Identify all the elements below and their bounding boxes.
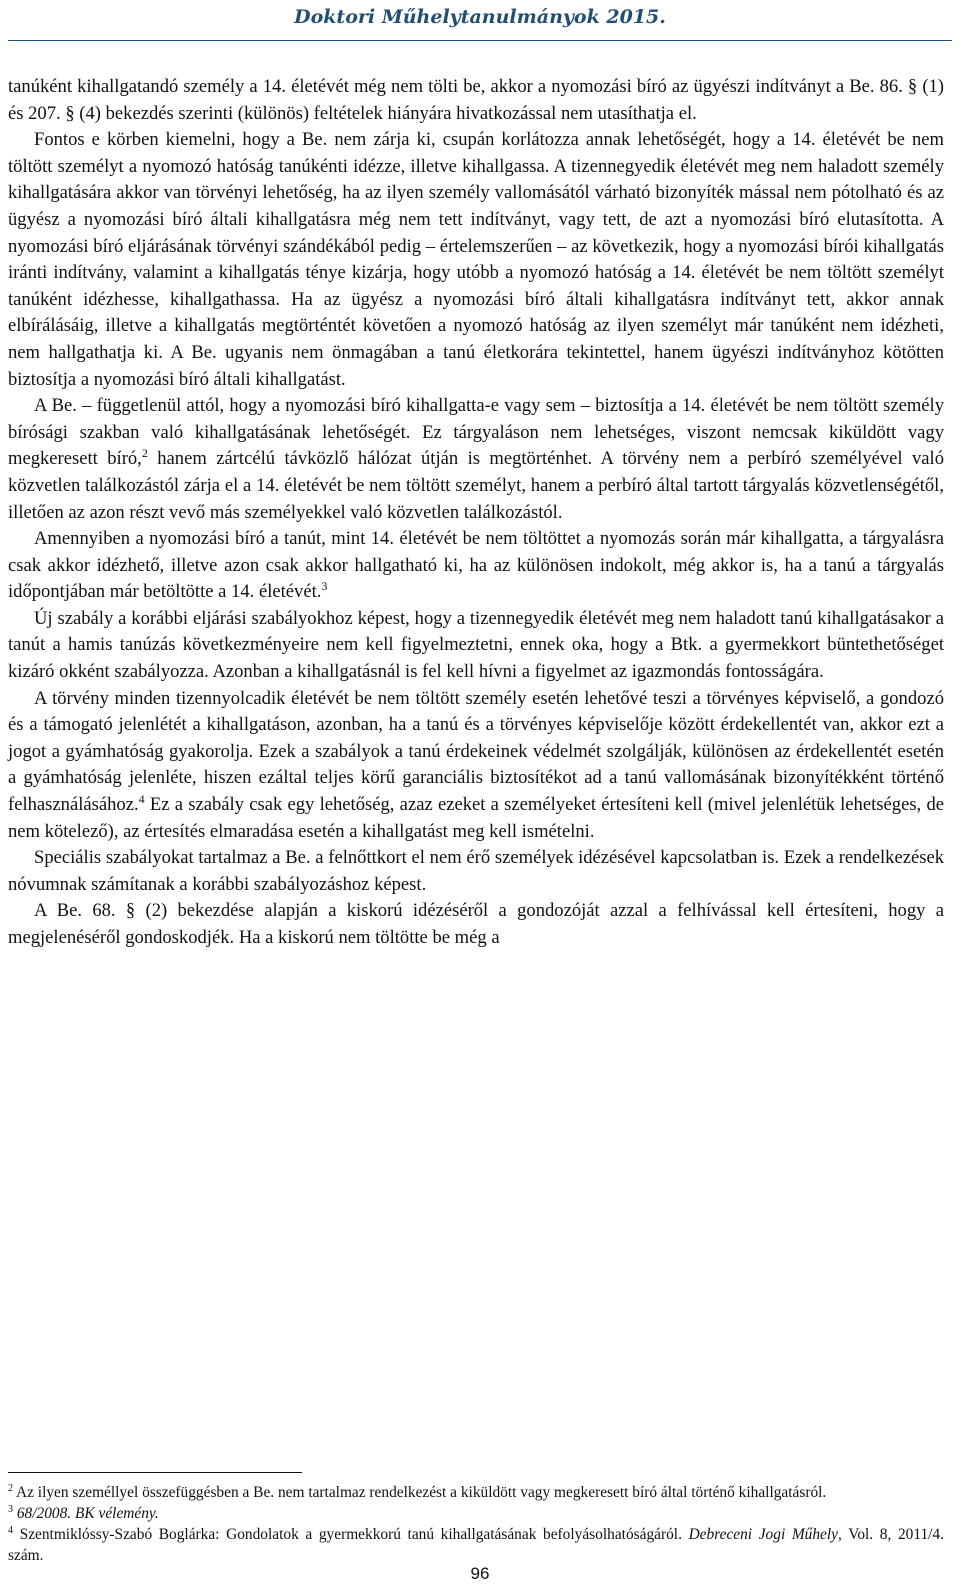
footnote-ref[interactable]: 4 — [138, 791, 145, 806]
footnotes — [8, 1482, 944, 1566]
paragraph: Amennyiben a nyomozási bíró a tanút, mint 14. életévét be nem töltöttet a nyomozás során már kihallgatta, a tárgyalásra csak akkor idézhető, illetve azon csak akkor hallgatható ki, ha az különösen indokolt, még akkor is, ha a tanú a tárgyalás időpontjában már betöltötte a 14. életévét.$^3$ — [8, 528, 944, 603]
footnote-number: 3 — [8, 1503, 13, 1515]
page-number: 96 — [470, 1564, 490, 1583]
running-header: Doktori Műhelytanulmányok 2015. — [294, 6, 666, 28]
footnote-ref[interactable]: 3 — [321, 579, 328, 594]
paragraph: A Be. 68. § (2) bekezdése alapján a kiskorú idézéséről a gondozóját azzal a felhívással kell értesíteni, hogy a megjelenéséről gondoskodjék. Ha a kiskorú nem töltötte be még a — [8, 900, 944, 948]
footnote: $^4$ Szentmiklóssy-Szabó Boglárka: Gondolatok a gyermekkorú tanú kihallgatásának befolyásolhatóságáról. Debreceni Jogi Műhely, Vol. 8, 2011/4. szám. — [8, 1524, 944, 1564]
paragraph: Fontos e körben kiemelni, hogy a Be. nem zárja ki, csupán korlátozza annak lehetőségét, hogy a 14. életévét be nem töltött személyt a nyomozó hatóság tanúkénti idézze, illetve kihallgassa. A tizennegyedik életévét meg nem haladott személy kihallgatására akkor van törvényi lehetőség, ha az ilyen személy vallomásától várható bizonyíték mással nem pótolható és az ügyész a nyomozási bíró általi kihallgatásra még nem tett indítványt, vagy tett, de azt a nyomozási bíró elutasította. A nyomozási bíró eljárásának törvényi szándékából pedig – értelemszerűen – az következik, hogy a nyomozási bírói kihallgatás iránti indítvány, valamint a kihallgatás ténye kizárja, hogy utóbb a nyomozó hatóság a 14. életévét be nem töltött személyt tanúként idézhesse, kihallgathassa. Ha az ügyész a nyomozási bíró általi kihallgatásra indítványt tett, akkor annak elbírálásáig, illetve a kihallgatás megtörténtét követően a nyomozó hatóság az ilyen személyt már tanúként nem idézheti, nem hallgathatja ki. A Be. ugyanis nem önmagában a tanú életkorára tekintettel, hanem ügyészi indítványhoz kötötten biztosítja a nyomozási bíró általi kihallgatást. — [8, 129, 944, 390]
footnote: $^3$ 68/2008. BK vélemény. — [8, 1503, 159, 1522]
body-text — [8, 74, 944, 952]
paragraph: A Be. – függetlenül attól, hogy a nyomozási bíró kihallgatta-e vagy sem – biztosítja a 14. életévét be nem töltött személy bírósági szakban való kihallgatásának lehetőségét. Ez tárgyaláson nem lehetséges, viszont nemcsak kiküldött vagy megkeresett bíró,$^2$ hanem zártcélú távközlő hálózat útján is megtörténhet. A törvény nem a perbíró személyével való közvetlen találkozástól zárja el a 14. életévét be nem töltött személyt, hanem a perbíró által tartott tárgyalás közvetlenségétől, illetően az azon részt vevő más személyekkel való közvetlen találkozástól. — [8, 395, 945, 523]
paragraph: Speciális szabályokat tartalmaz a Be. a felnőttkort el nem érő személyek idézésével kapcsolatban is. Ezek a rendelkezések nóvumnak számítanak a korábbi szabályozáshoz képest. — [8, 847, 944, 895]
footnote-number: 2 — [8, 1482, 13, 1494]
journal-title: Debreceni Jogi Műhely — [688, 1526, 838, 1543]
footnote: $^2$ Az ilyen személlyel összefüggésben a Be. nem tartalmaz rendelkezést a kiküldött vagy megkeresett bíró által történő kihallgatásról. — [8, 1482, 827, 1501]
paragraph: tanúként kihallgatandó személy a 14. életévét még nem tölti be, akkor a nyomozási bíró az ügyészi indítványt a Be. 86. § (1) és 207. § (4) bekezdés szerinti (különös) feltételek hiányára hivatkozással nem utasíthatja el. — [8, 76, 944, 124]
paragraph: Új szabály a korábbi eljárási szabályokhoz képest, hogy a tizennegyedik életévét meg nem haladott tanú kihallgatásakor a tanút a hamis tanúzás következményeire nem kell figyelmeztetni, ennek oka, hogy a Btk. a gyermekkort büntethetőséget kizáró okként szabályozza. Azonban a kihallgatásnál is fel kell hívni a figyelmet az igazmondás fontosságára. — [8, 607, 944, 683]
footnote-separator — [8, 1472, 302, 1473]
footnote-ref[interactable]: 2 — [141, 446, 148, 461]
header-divider — [8, 40, 952, 41]
footnote-number: 4 — [8, 1524, 13, 1536]
paragraph: A törvény minden tizennyolcadik életévét be nem töltött személy esetén lehetővé teszi a törvényes képviselő, a gondozó és a támogató jelenlétét a kihallgatáson, azonban, ha a tanú és a törvényes képviselője között érdekellentét van, akkor ezt a jogot a gyámhatóság gyakorolja. Ezek a szabályok a tanú érdekeinek védelmét szolgálják, különösen az érdekellentét esetén a gyámhatóság jelenléte, hiszen ezáltal teljes körű garanciális biztosítékot ad a tanú vallomásának bizonyítékként történő felhasználásához.$^4$ Ez a szabály csak egy lehetőség, azaz ezeket a személyeket értesíteni kell (mivel jelenlétük lehetséges, de nem kötelező), az értesítés elmaradása esetén a kihallgatást meg kell ismételni. — [8, 687, 944, 842]
